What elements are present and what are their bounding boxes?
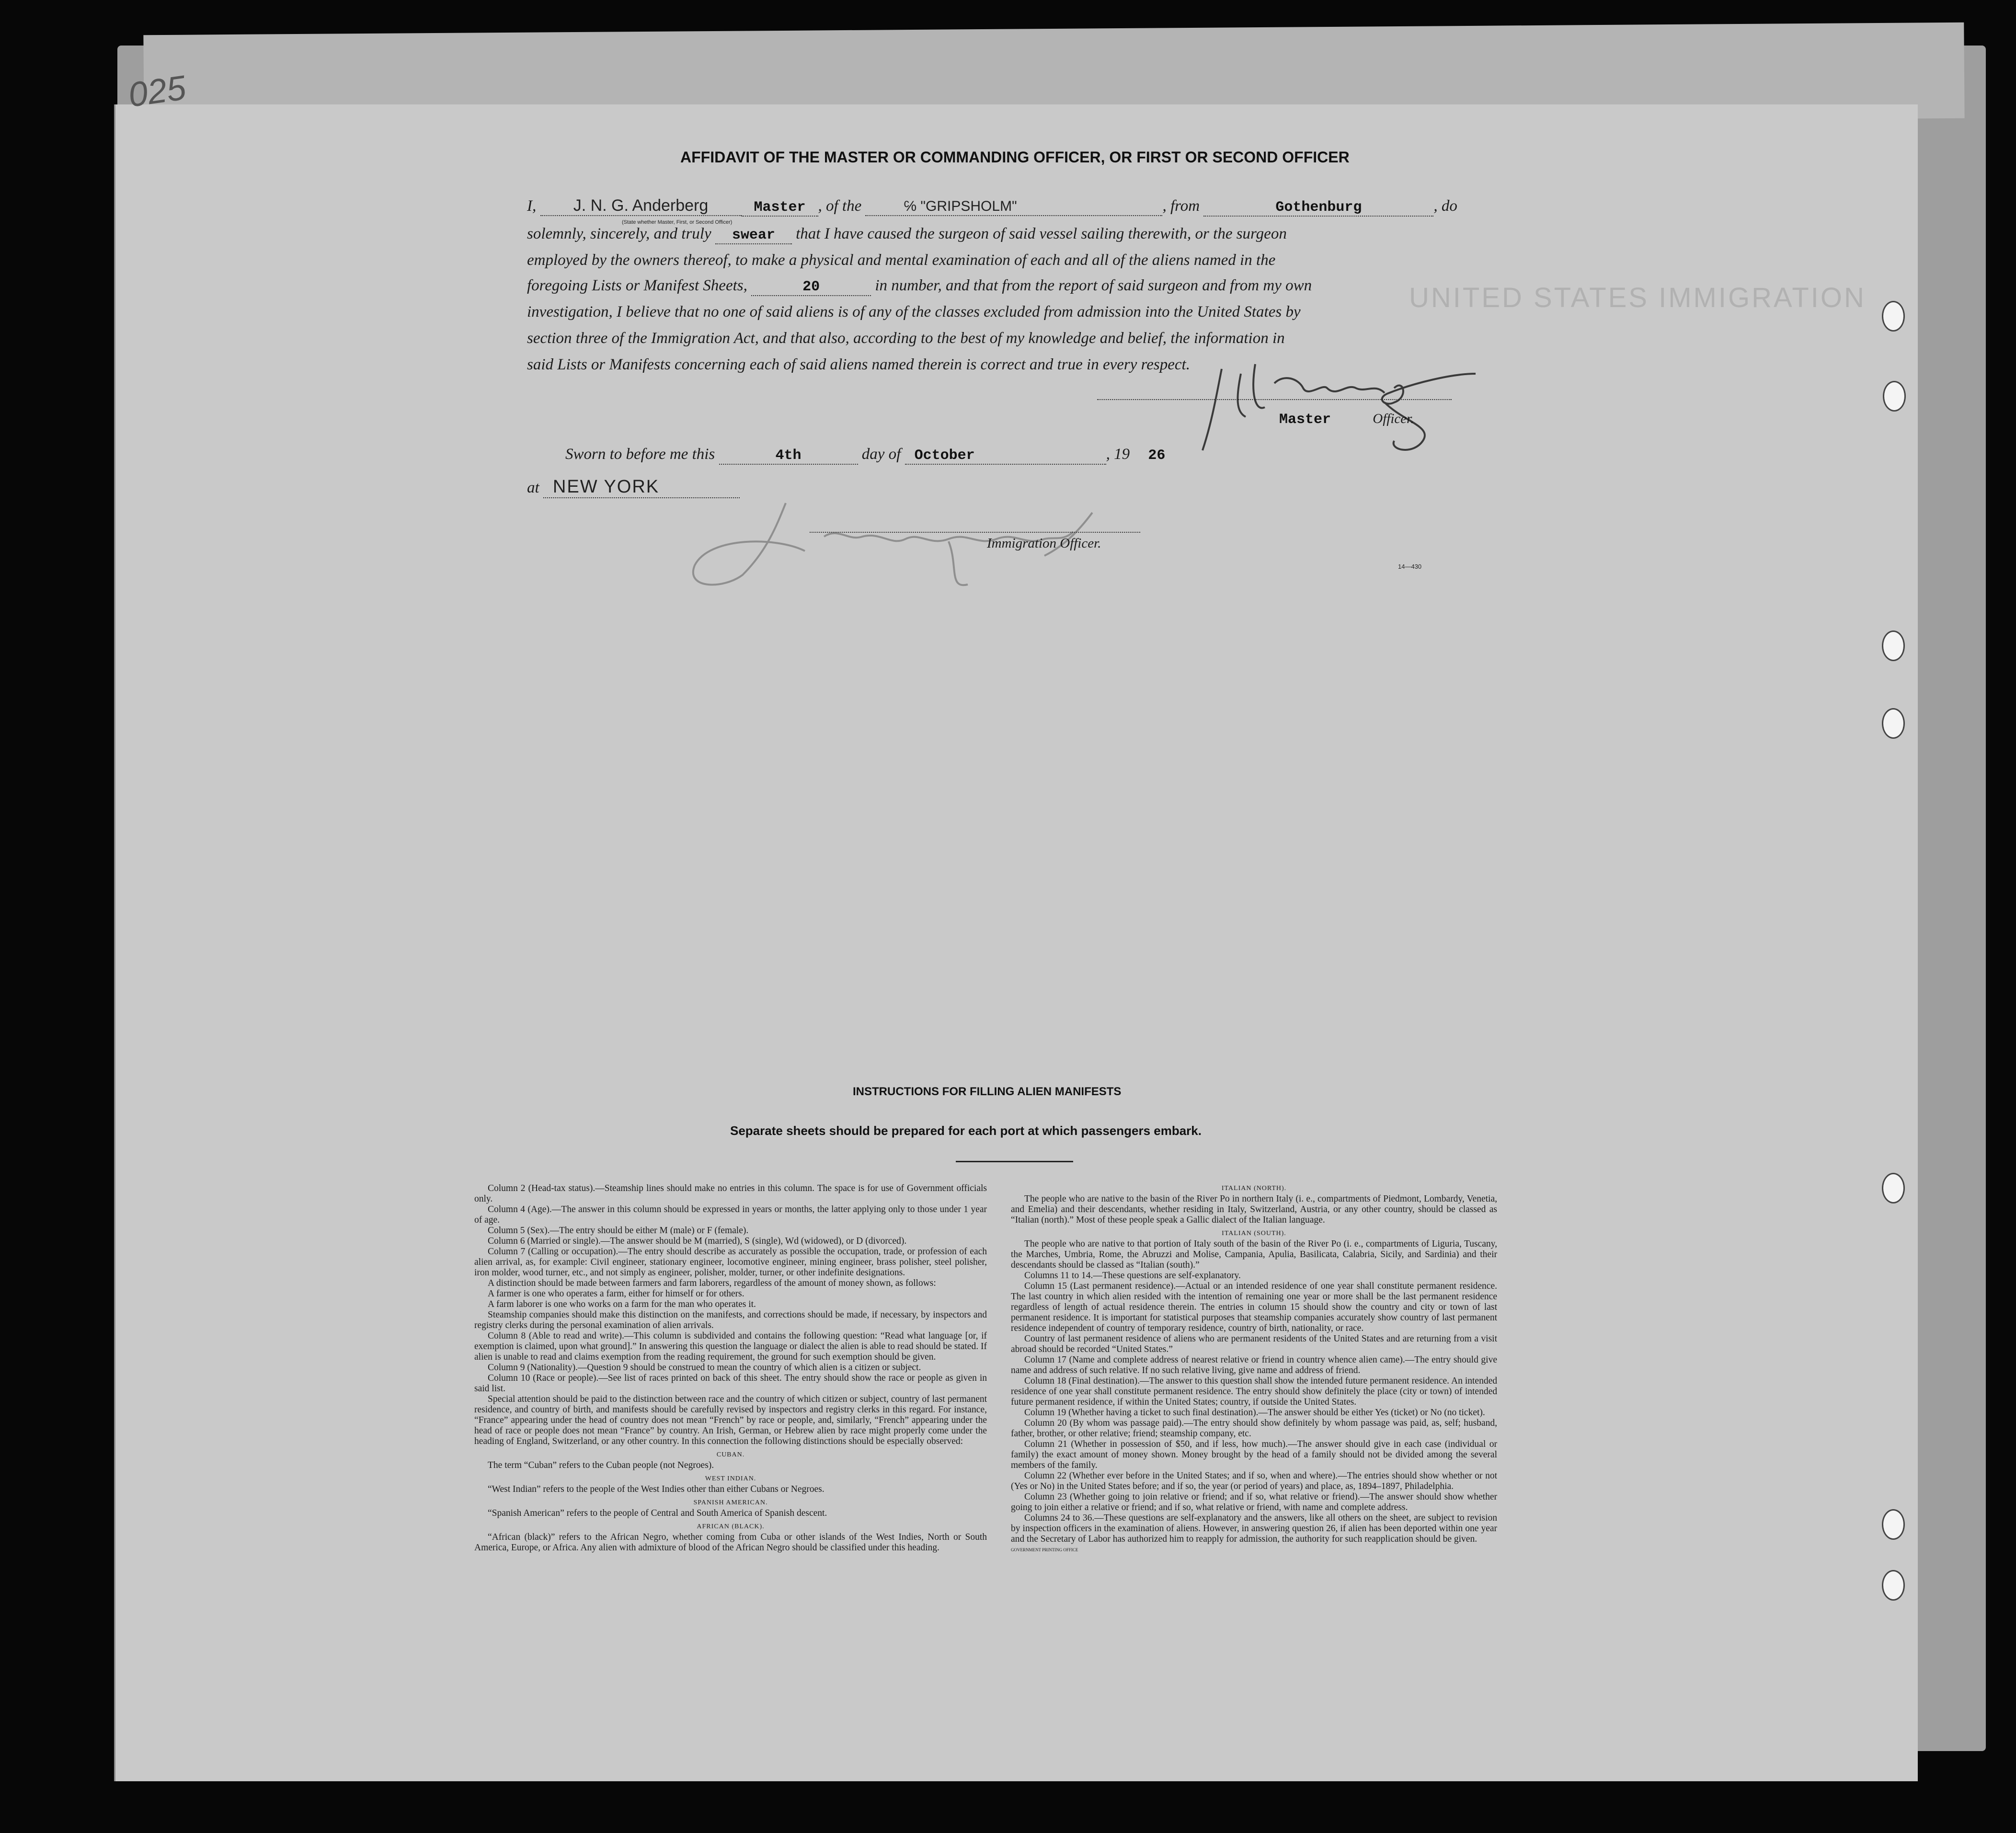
affidavit-line-3: employed by the owners thereof, to make a physical and mental examination of each and all of the aliens named in the (527, 252, 1276, 269)
instruction-paragraph: Country of last permanent residence of aliens who are permanent residents of the United States and are returning from a visit abroad should be recorded “United States.” (1011, 1334, 1497, 1354)
instruction-paragraph: Column 4 (Age).—The answer in this column should be expressed in years or months, the latter applying only to those under 1 year of age. (474, 1204, 987, 1225)
instruction-paragraph: Columns 11 to 14.—These questions are self-explanatory. (1024, 1271, 1241, 1281)
year-prefix: , 19 (1106, 446, 1130, 463)
of-the-text: , of the (818, 197, 862, 215)
line2-start: solemnly, sincerely, and truly (527, 225, 711, 242)
italian-south-heading: ITALIAN (SOUTH). (1222, 1230, 1286, 1237)
port-value: Gothenburg (1275, 199, 1362, 216)
immigration-officer-line (810, 532, 1140, 533)
immigration-officer-label: Immigration Officer. (987, 536, 1101, 551)
instruction-paragraph: A distinction should be made between farmers and farm laborers, regardless of the amount of money shown, as follows: (488, 1278, 936, 1288)
port-field (1203, 197, 1433, 217)
oath-value: swear (732, 227, 775, 243)
day-of-text: day of (861, 446, 901, 463)
italian-north-heading: ITALIAN (NORTH). (1221, 1185, 1287, 1192)
corner-number: 025 (126, 69, 189, 115)
west-indian-text: “West Indian” refers to the people of the West Indies other than either Cubans or Negroes. (488, 1484, 825, 1494)
instruction-paragraph: Column 10 (Race or people).—See list of races printed on back of this sheet. The entry should show the race or people as given in said list. (474, 1373, 987, 1394)
instruction-paragraph: Columns 24 to 36.—These questions are self-explanatory and the answers, like all others on the sheet, are subject to revision by inspection officers in the examination of aliens. However, in answering question 26, if alien has been deported within one year and the Secretary of Labor has authorized him to reapply for admission, the authority for such reapplication should be given. (1011, 1513, 1497, 1544)
signer-title (1279, 411, 1414, 428)
vessel-field (865, 197, 1162, 216)
line4-start: foregoing Lists or Manifest Sheets, (527, 277, 747, 294)
line2-end: that I have caused the surgeon of said vessel sailing therewith, or the surgeon (796, 225, 1287, 242)
sworn-month-field (905, 446, 1106, 465)
place-value: NEW YORK (552, 477, 660, 497)
printer-mark: GOVERNMENT PRINTING OFFICE (1011, 1547, 1078, 1552)
instruction-paragraph: The people who are native to that portion of Italy south of the basin of the River Po (i. e., compartments of Liguria, Tuscany, the Marches, Umbria, Rome, the Abruzzi and Molise, Campania, Apulia, Basilicata, Calabria, Sicily, and Sardinia) and their descendants should be classed as “Italian (south).” (1011, 1239, 1497, 1270)
binder-hole (1882, 1570, 1905, 1601)
instruction-paragraph: Column 7 (Calling or occupation).—The entry should describe as accurately as possible the occupation, trade, or profession of each alien arrival, as, for example: Civil engineer, stationary engineer, locomotive engineer, mining engineer, brass polisher, steel polisher, iron molder, wood turner, etc., and not simply as engineer, polisher, molder, turner, or other indefinite designations. (474, 1247, 987, 1278)
binder-hole (1882, 630, 1905, 661)
instruction-paragraph: Column 17 (Name and complete address of nearest relative or friend in country whence alien came).—The entry should give name and address of such relative. If no such relative living, give name and address of friend. (1011, 1355, 1497, 1375)
sworn-day-field (719, 446, 858, 465)
african-heading: AFRICAN (BLACK). (697, 1523, 765, 1530)
instruction-paragraph: A farm laborer is one who works on a farm for the man who operates it. (488, 1299, 756, 1309)
instructions-subtitle: Separate sheets should be prepared for each port at which passengers embark. (730, 1123, 1202, 1138)
binder-hole (1882, 708, 1905, 739)
line4-end: in number, and that from the report of said surgeon and from my own (875, 277, 1312, 294)
affidavit-line-1 (527, 196, 1457, 217)
sheets-count: 20 (802, 279, 820, 295)
instruction-paragraph: Column 18 (Final destination).—The answer to this question shall show the intended future permanent residence. An intended residence of one year shall constitute permanent residence. The entry should show definitely the place (city or town) of intended future permanent residence, if within the United States; country, if outside the United States. (1011, 1376, 1497, 1407)
spanish-american-heading: SPANISH AMERICAN. (693, 1499, 768, 1506)
instructions-title: INSTRUCTIONS FOR FILLING ALIEN MANIFESTS (853, 1085, 1122, 1098)
rank-value: Master (754, 199, 806, 216)
sworn-day: 4th (775, 447, 802, 464)
vessel-name: ℅ "GRIPSHOLM" (904, 198, 1017, 214)
master-signature-line (1097, 399, 1452, 400)
instruction-paragraph: Column 19 (Whether having a ticket to such final destination).—The answer should be either Yes (ticket) or No (no ticket). (1024, 1408, 1485, 1418)
oath-field (715, 225, 792, 244)
spanish-american-text: “Spanish American” refers to the people of Central and South America of Spanish descent. (488, 1508, 827, 1518)
affidavit-line-5: investigation, I believe that no one of said aliens is of any of the classes excluded from admission into the United States by (527, 303, 1301, 321)
instructions-right-column (1011, 1183, 1497, 1555)
instruction-paragraph: Column 2 (Head-tax status).—Steamship lines should make no entries in this column. The space is for use of Government officials only. (474, 1183, 987, 1204)
year-suffix: 26 (1148, 447, 1166, 464)
instruction-paragraph: Column 15 (Last permanent residence).—Actual or an intended residence of one year shall constitute permanent residence. The last country in which alien resided with the intention of remaining one year or more shall be the last permanent residence regardless of length of actual residence therein. The entries in column 15 should show the country and city or town of last permanent residence. It is important for statistical purposes that steamship companies accurately show country of last permanent residence independent of country of temporary residence, country of birth, nationality, or race. (1011, 1281, 1497, 1333)
instruction-paragraph: Column 9 (Nationality).—Question 9 should be construed to mean the country of which alien is a citizen or subject. (488, 1363, 921, 1373)
binder-hole (1883, 381, 1906, 412)
rank-note: (State whether Master, First, or Second Officer) (622, 219, 733, 225)
instruction-paragraph: Column 6 (Married or single).—The answer should be M (married), S (single), Wd (widowed), or D (divorced). (488, 1236, 907, 1246)
instruction-paragraph: Steamship companies should make this distinction on the manifests, and corrections should be made, if necessary, by inspectors and registry clerks during the personal examination of alien arrivals. (474, 1310, 987, 1330)
sheets-field (751, 277, 871, 296)
affidavit-line-4 (527, 277, 1312, 296)
instruction-paragraph: Column 23 (Whether going to join relative or friend; and if so, what relative or friend).—The answer should show whether going to join either a relative or friend; and if so, what relative or friend, with name and complete address. (1011, 1492, 1497, 1512)
do-text: , do (1433, 197, 1457, 215)
affidavit-line-6: section three of the Immigration Act, and that also, according to the best of my knowledge and belief, the information in (527, 330, 1285, 347)
officer-label: Officer. (1373, 411, 1414, 426)
instruction-paragraph: Column 22 (Whether ever before in the United States; and if so, when and where).—The entries should show whether or not (Yes or No) in the United States before; and if so, the year (or period of years) and place, as, 1894–1897, Philadelphia. (1011, 1471, 1497, 1491)
instruction-paragraph: A farmer is one who operates a farm, either for himself or for others. (488, 1289, 745, 1299)
instructions-left-column (474, 1183, 987, 1553)
binder-hole (1882, 301, 1905, 332)
sworn-month: October (914, 447, 975, 464)
cuban-heading: CUBAN. (716, 1451, 745, 1458)
affidavit-line-7: said Lists or Manifests concerning each of said aliens named therein is correct and true in every respect. (527, 356, 1190, 373)
instruction-paragraph: Column 21 (Whether in possession of $50, and if less, how much).—The answer should give in each case (individual or family) the exact amount of money shown. Money brought by the head of a family should not be divided among the several members of the family. (1011, 1439, 1497, 1470)
immigration-officer-signature (680, 493, 1207, 599)
affidavit-title: AFFIDAVIT OF THE MASTER OR COMMANDING OFFICER, OR FIRST OR SECOND OFFICER (680, 149, 1350, 166)
west-indian-heading: WEST INDIAN. (705, 1475, 756, 1482)
binder-hole (1882, 1509, 1905, 1540)
instruction-paragraph: Special attention should be paid to the distinction between race and the country of which citizen or subject, country of last permanent residence, and country of birth, and manifests should be carefully revised by inspectors and registry clerks in this regard. For instance, “France” appearing under the head of country does not mean “French” by race or people, and, similarly, “French” appearing under the head of race or people does not mean “France” by country. An Irish, German, or Hebrew alien by race might properly come under the heading of England, Switzerland, or any other country. In this connection the following distinctions should be especially observed: (474, 1394, 987, 1446)
rank-field (742, 197, 818, 217)
at-text: at (527, 479, 539, 496)
binder-hole (1882, 1173, 1905, 1203)
from-text: , from (1162, 197, 1200, 215)
italian-north-text: The people who are native to the basin of the River Po in northern Italy (i. e., compartments of Piedmont, Lombardy, Venetia, and Emelia) and their descendants, whether residing in Italy, Switzerland, Austria, or any other country, should be classed as “Italian (north).” Most of these people speak a Gallic dialect of the Italian language. (1011, 1194, 1497, 1225)
sworn-line (565, 446, 1165, 465)
affidavit-i: I, (527, 197, 537, 215)
instruction-paragraph: Column 8 (Able to read and write).—This column is subdivided and contains the following question: “Read what language [or, if exemption is claimed, upon what ground].” In answering this question the language or dialect the alien is able to read should be stated. If alien is unable to read and claims exemption from the reading requirement, the ground for such exemption should be given. (474, 1331, 987, 1362)
instructions-divider (956, 1161, 1073, 1162)
instruction-paragraph: Column 5 (Sex).—The entry should be either M (male) or F (female). (488, 1226, 749, 1236)
instruction-paragraph: Column 20 (By whom was passage paid).—The entry should show definitely by whom passage was paid, as, self; husband, father, brother, or other relative; friend; steamship company, etc. (1011, 1418, 1497, 1439)
sworn-text: Sworn to before me this (565, 446, 715, 463)
signer-title-value: Master (1279, 412, 1331, 428)
african-text: “African (black)” refers to the African Negro, whether coming from Cuba or other islands of the West Indies, North or South America, Europe, or Africa. Any alien with admixture of blood of the African Negro should be classified under this heading. (474, 1532, 987, 1553)
affidavit-line-2 (527, 225, 1287, 244)
master-name-field (540, 196, 742, 216)
master-name: J. N. G. Anderberg (573, 196, 709, 215)
bleed-through-text: UNITED STATES IMMIGRATION (1409, 282, 1866, 313)
cuban-text: The term “Cuban” refers to the Cuban people (not Negroes). (488, 1460, 714, 1470)
form-number: 14—430 (1398, 563, 1422, 570)
